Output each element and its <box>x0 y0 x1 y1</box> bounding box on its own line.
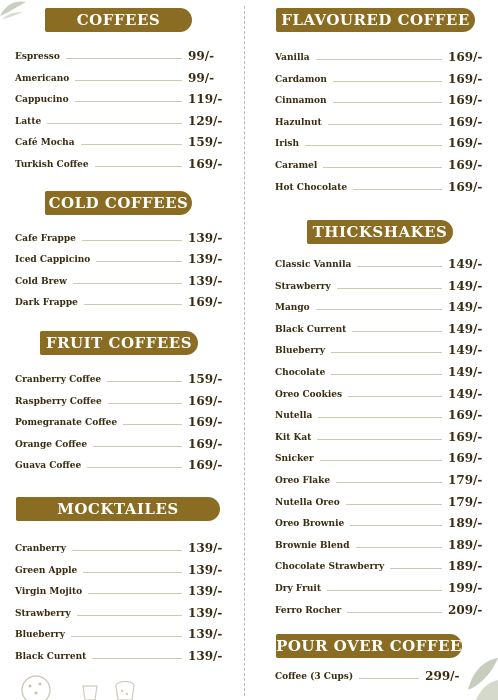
item-price: 199/- <box>448 581 483 595</box>
item-name: Black Current <box>15 652 87 662</box>
item-name: Guava Coffee <box>15 461 82 471</box>
item-price: 149/- <box>448 300 483 315</box>
item-price: 149/- <box>448 257 483 271</box>
item-name: Hazulnut <box>275 117 322 128</box>
menu-item <box>15 227 222 245</box>
column-divider <box>244 6 245 696</box>
menu-item <box>275 383 482 401</box>
item-price: 139/- <box>188 273 223 288</box>
menu-item <box>15 45 222 63</box>
item-name: Cranberry <box>15 544 67 554</box>
item-name: Oreo Brownie <box>275 519 345 530</box>
item-price: 139/- <box>188 584 223 599</box>
section-header-coffees: COFFEES <box>45 8 192 32</box>
coffee-cup-icon <box>112 678 138 700</box>
menu-item <box>15 131 222 149</box>
menu-item <box>15 88 222 106</box>
item-name: Virgin Mojito <box>15 587 83 598</box>
item-name: Strawberry <box>15 608 71 619</box>
item-name: Blueberry <box>15 630 66 641</box>
item-price: 179/- <box>448 494 483 509</box>
item-name: Iced Cappicino <box>15 255 91 266</box>
section-header-thickshakes: THICKSHAKES <box>307 220 453 244</box>
item-price: 209/- <box>448 602 483 617</box>
item-price: 169/- <box>188 458 223 472</box>
item-price: 189/- <box>448 559 483 574</box>
item-price: 159/- <box>188 372 223 386</box>
item-name: Nutella Oreo <box>275 497 340 508</box>
item-name: Espresso <box>15 52 60 62</box>
item-name: Cardamon <box>275 74 327 85</box>
menu-item <box>15 454 222 472</box>
item-name: Cold Brew <box>15 276 67 287</box>
menu-item <box>275 426 482 444</box>
item-price: 149/- <box>448 321 483 336</box>
menu-item <box>15 602 222 620</box>
item-name: Mango <box>275 303 310 314</box>
item-name: Irish <box>275 139 299 150</box>
item-price: 159/- <box>188 135 223 150</box>
menu-item <box>275 469 482 487</box>
menu-item <box>15 559 222 577</box>
item-name: Latte <box>15 116 42 127</box>
item-name: Chocolate <box>275 368 326 378</box>
item-name: Coffee (3 Cups) <box>275 672 354 682</box>
item-name: Chocolate Strawberry <box>275 562 385 573</box>
item-name: Cranberry Coffee <box>15 375 102 385</box>
item-price: 139/- <box>188 605 223 620</box>
coffee-cup-icon <box>80 682 100 700</box>
section-header-flavoured-coffee: FLAVOURED COFFEE <box>276 8 475 32</box>
section-header-cold-coffees: COLD COFFEES <box>45 191 192 215</box>
item-name: Pomegranate Coffee <box>15 418 118 428</box>
item-name: Hot Chocolate <box>275 182 348 193</box>
menu-item <box>275 68 482 86</box>
menu-item <box>275 253 482 271</box>
section-header-pour-over-coffee: POUR OVER COFFEE <box>276 634 462 658</box>
menu-item <box>15 110 222 128</box>
item-name: Ferro Rocher <box>275 605 342 616</box>
menu-item <box>275 296 482 314</box>
item-price: 169/- <box>448 136 483 151</box>
item-price: 169/- <box>448 158 483 172</box>
item-name: Raspberry Coffee <box>15 396 102 407</box>
item-price: 169/- <box>448 93 483 108</box>
item-price: 169/- <box>448 71 483 86</box>
menu-item <box>275 665 482 683</box>
menu-item <box>275 512 482 530</box>
item-name: Kit Kat <box>275 432 312 443</box>
menu-item <box>275 555 482 573</box>
menu-item <box>275 46 482 64</box>
item-name: Green Apple <box>15 565 78 576</box>
menu-item <box>275 447 482 465</box>
menu-item <box>15 153 222 171</box>
item-name: Turkish Coffee <box>15 160 89 170</box>
menu-item <box>15 291 222 309</box>
item-name: Classic Vannila <box>275 260 352 270</box>
cookie-icon <box>18 672 54 700</box>
menu-item <box>275 577 482 595</box>
menu-item <box>15 411 222 429</box>
menu-item <box>15 580 222 598</box>
menu-item <box>275 339 482 357</box>
menu-item <box>275 176 482 194</box>
item-name: Nutella <box>275 411 313 422</box>
item-price: 169/- <box>188 415 223 429</box>
item-name: Brownie Blend <box>275 540 350 551</box>
menu-item <box>275 534 482 552</box>
leaf-icon <box>0 0 26 20</box>
item-price: 169/- <box>188 393 223 408</box>
item-name: Cafe Frappe <box>15 234 76 244</box>
section-header-fruit-coffees: FRUIT COFFEES <box>40 331 198 355</box>
item-price: 169/- <box>448 408 483 423</box>
item-name: Café Mocha <box>15 138 75 149</box>
menu-item <box>15 368 222 386</box>
item-price: 139/- <box>188 627 223 642</box>
item-name: Strawberry <box>275 281 331 292</box>
item-price: 189/- <box>448 537 483 552</box>
item-name: Oreo Cookies <box>275 389 343 400</box>
item-price: 99/- <box>188 70 215 85</box>
item-name: Americano <box>15 73 70 84</box>
menu-item <box>15 537 222 555</box>
item-price: 119/- <box>188 92 223 107</box>
menu-item <box>15 645 222 663</box>
menu-item <box>275 111 482 129</box>
item-price: 139/- <box>188 649 223 663</box>
item-name: Vanilla <box>275 53 310 63</box>
menu-item <box>275 275 482 293</box>
item-price: 169/- <box>188 295 223 309</box>
item-name: Dark Frappe <box>15 298 78 308</box>
item-price: 179/- <box>448 473 483 487</box>
menu-item <box>15 248 222 266</box>
menu-item <box>275 154 482 172</box>
item-price: 169/- <box>448 429 483 444</box>
menu-item <box>275 89 482 107</box>
item-price: 149/- <box>448 386 483 401</box>
item-name: Dry Fruit <box>275 584 322 594</box>
item-price: 169/- <box>448 114 483 129</box>
item-price: 149/- <box>448 365 483 379</box>
item-name: Cinnamon <box>275 96 327 107</box>
item-price: 129/- <box>188 113 223 128</box>
item-name: Black Current <box>275 324 347 335</box>
menu-item <box>15 390 222 408</box>
item-price: 169/- <box>448 50 483 64</box>
item-price: 169/- <box>448 179 483 194</box>
menu-item <box>275 599 482 617</box>
item-price: 299/- <box>425 669 460 683</box>
menu-item <box>15 623 222 641</box>
item-name: Orange Coffee <box>15 439 88 450</box>
item-name: Snicker <box>275 454 314 465</box>
menu-item <box>275 132 482 150</box>
item-name: Blueberry <box>275 346 326 357</box>
menu-item <box>275 361 482 379</box>
menu-item <box>275 404 482 422</box>
menu-item <box>275 491 482 509</box>
item-price: 139/- <box>188 541 223 555</box>
item-price: 149/- <box>448 343 483 358</box>
menu-item <box>15 67 222 85</box>
menu-item <box>15 433 222 451</box>
item-price: 99/- <box>188 49 215 63</box>
item-price: 169/- <box>448 451 483 466</box>
item-name: Cappucino <box>15 95 69 106</box>
item-price: 139/- <box>188 252 223 267</box>
item-price: 149/- <box>448 278 483 293</box>
item-name: Caramel <box>275 161 318 171</box>
item-price: 169/- <box>188 157 223 171</box>
menu-item <box>15 270 222 288</box>
item-name: Oreo Flake <box>275 476 331 486</box>
item-price: 189/- <box>448 516 483 531</box>
menu-item <box>275 318 482 336</box>
item-price: 139/- <box>188 562 223 577</box>
item-price: 169/- <box>188 436 223 451</box>
section-header-mocktailes: MOCKTAILES <box>16 497 220 521</box>
item-price: 139/- <box>188 231 223 245</box>
